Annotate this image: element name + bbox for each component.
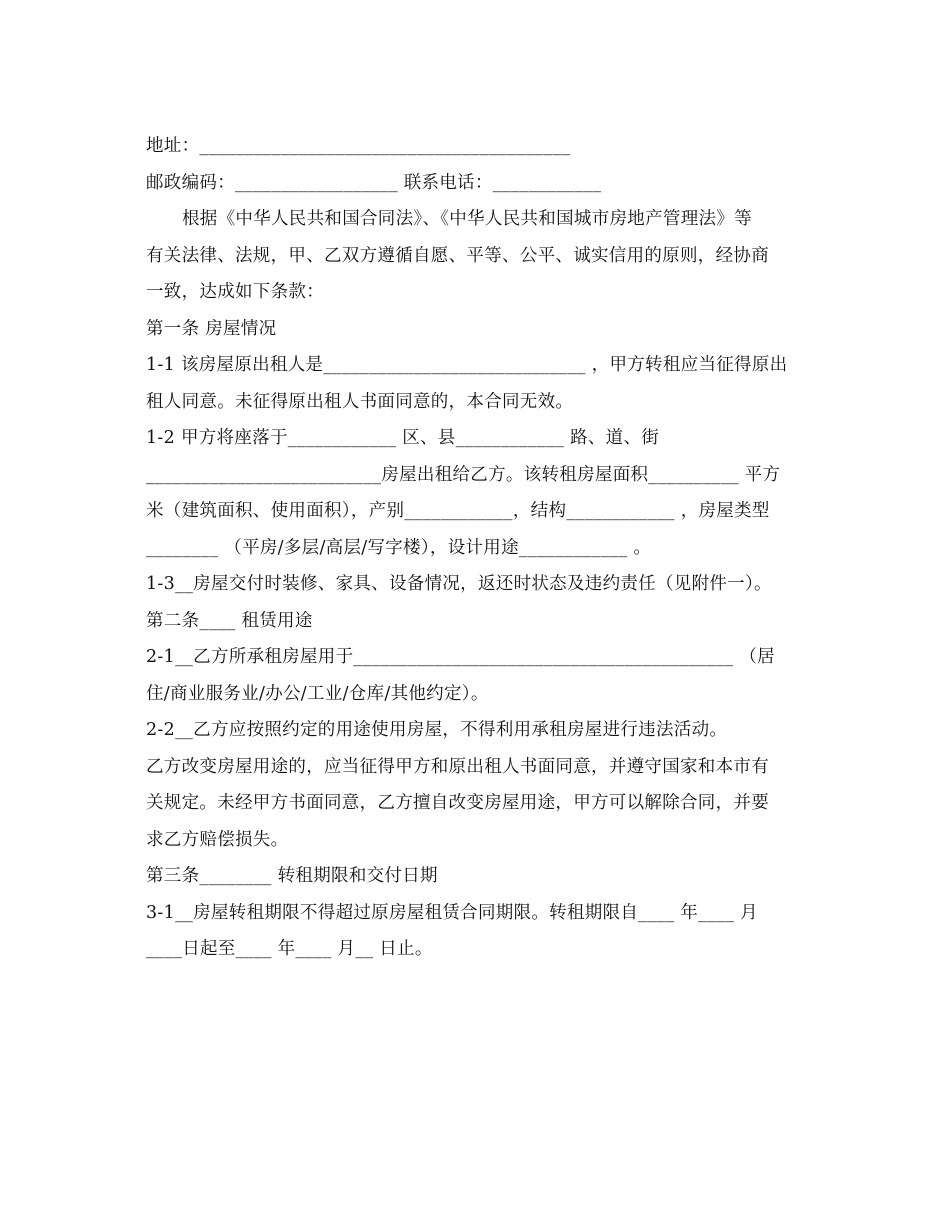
article-2-heading: 第二条____ 租赁用途 <box>146 610 313 631</box>
clause-1-2-line-2: __________________________房屋出租给乙方。该转租房屋面积__________ 平方 <box>146 464 781 485</box>
clause-1-1-line-2: 租人同意。未征得原出租人书面同意的，本合同无效。 <box>146 391 574 412</box>
clause-2-2-line-3: 关规定。未经甲方书面同意，乙方擅自改变房屋用途，甲方可以解除合同，并要 <box>146 793 769 813</box>
clause-1-2-line-4: ________ （平房/多层/高层/写字楼），设计用途____________ 。 <box>146 537 652 558</box>
clause-1-2-line-1: 1-2 甲方将座落于____________ 区、县____________ 路、道、街 <box>146 428 660 448</box>
postcode-phone-line: 邮政编码：__________________ 联系电话：____________ <box>146 172 602 193</box>
clause-1-3-line: 1-3__房屋交付时装修、家具、设备情况，返还时状态及违约责任（见附件一）。 <box>146 574 772 594</box>
preamble-line-2: 有关法律、法规，甲、乙双方遵循自愿、平等、公平、诚实信用的原则，经协商 <box>146 245 769 266</box>
clause-3-1-line-1: 3-1__房屋转租期限不得超过原房屋租赁合同期限。转租期限自____ 年____ 月 <box>146 902 758 923</box>
clause-1-1-line-1: 1-1 该房屋原出租人是_____________________________ ，甲方转租应当征得原出 <box>146 355 788 375</box>
clause-1-2-line-3: 米（建筑面积、使用面积），产别____________，结构____________ ，房屋类型 <box>146 501 770 521</box>
article-1-heading: 第一条 房屋情况 <box>146 318 277 339</box>
contract-body <box>146 128 806 968</box>
clause-2-1-line-2: 住/商业服务业/办公/工业/仓库/其他约定）。 <box>146 683 489 704</box>
article-3-heading: 第三条________ 转租期限和交付日期 <box>146 866 438 886</box>
clause-3-1-line-2: ____日起至____ 年____ 月__ 日止。 <box>146 939 433 959</box>
clause-2-2-line-1: 2-2__乙方应按照约定的用途使用房屋，不得利用承租房屋进行违法活动。 <box>146 720 728 740</box>
preamble-line-1: 根据《中华人民共和国合同法》、《中华人民共和国城市房地产管理法》等 <box>182 209 752 229</box>
clause-2-1-line-1: 2-1__乙方所承租房屋用于__________________________________________ （居 <box>146 647 775 667</box>
address-line: 地址：_________________________________________ <box>146 136 571 156</box>
clause-2-2-line-4: 求乙方赔偿损失。 <box>146 829 289 850</box>
preamble-line-3: 一致，达成如下条款： <box>146 282 324 302</box>
clause-2-2-line-2: 乙方改变房屋用途的，应当征得甲方和原出租人书面同意，并遵守国家和本市有 <box>146 756 769 777</box>
